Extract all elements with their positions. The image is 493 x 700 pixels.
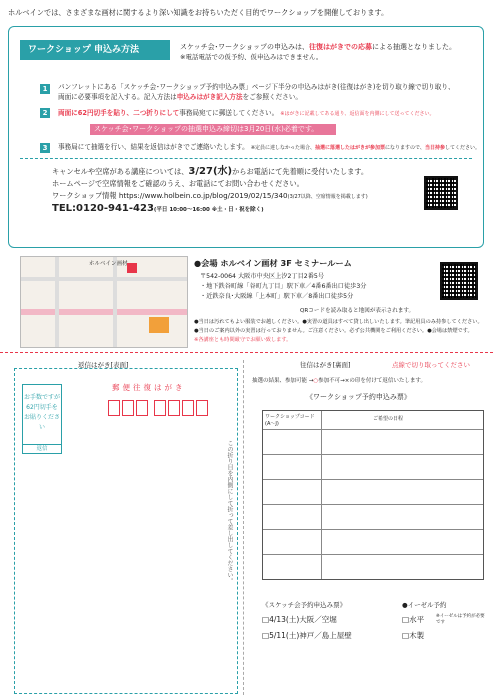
return-card-label: 返信はがき[表面]	[78, 361, 129, 369]
fold-line	[243, 360, 244, 695]
postal-box[interactable]	[196, 400, 208, 416]
table-row[interactable]	[263, 479, 483, 480]
qr-caption: QRコードを読み取ると地図が表示されます。	[300, 308, 415, 314]
cut-line	[0, 352, 493, 353]
map-qr-code-icon[interactable]	[440, 262, 478, 300]
table-row[interactable]	[263, 429, 483, 430]
website-qr-code-icon[interactable]	[424, 176, 458, 210]
map-road	[21, 277, 188, 281]
sketch-option-1[interactable]: □4/13(土)大阪／空堀	[262, 615, 337, 624]
postal-box[interactable]	[136, 400, 148, 416]
reply-badge: 返信	[22, 444, 62, 454]
easel-note: ※イーゼルは予約が必要です	[436, 614, 485, 625]
postal-box[interactable]	[108, 400, 120, 416]
sketch-option-2[interactable]: □5/11(土)神戸／島上屋壁	[262, 631, 352, 640]
col-date-header: ご希望の日程	[373, 416, 404, 422]
outgoing-card-label: 往信はがき[裏面]	[300, 361, 351, 369]
easel-option-1[interactable]: □水平	[402, 615, 425, 624]
step-1-number: 1	[40, 84, 50, 94]
intro-text: ホルベインでは、さまざまな画材に関するより深い知識をお持ちいただく目的でワークショップを開催しております。	[8, 8, 389, 17]
table-row[interactable]	[263, 504, 483, 505]
map-road	[113, 257, 117, 348]
lottery-result-note: 抽選の結果、参加可能 →○参加不可→×の印を付けて返信いたします。	[252, 378, 426, 384]
postal-box[interactable]	[122, 400, 134, 416]
map-road	[55, 257, 59, 348]
cancel-info: キャンセルや空席がある講座については、3/27(水)からお電話にて先着順に受付いたします。 ホームページで空席情報をご確認のうえ、お電話にてお問い合わせください。 ワークショップ情報 https://www.holbein.co.jp/blog/2019/02/15/340(3/27以降、空席情報を掲載します) TEL:0120-941-423(平日 10:00〜16:00 ※土・日・祝を除く)	[52, 166, 369, 214]
venue-notes: ●当日は汚れてもよい服装でお越しください。●実習の道具はすべて貸し出しいたします。筆記用具のみ持参してください。 ●当日のご案内以外の実習は行っておりません。ご注意ください。必ず公共機関をご利用ください。●会場は禁煙です。 ※各講座とも時間厳守でお願い致します。	[194, 319, 483, 343]
stamp-area: お手数ですが 62円切手を お貼りください	[22, 384, 62, 450]
easel-title: ●イーゼル予約	[402, 601, 447, 609]
venue-address: 〒542-0064 大阪市中央区上汐2丁目2番5号 ・地下鉄谷町線「谷町九丁目」駅下車／4番6番出口徒歩3分 ・近鉄奈良･大阪線「上本町」駅下車／8番出口徒歩5分	[200, 273, 367, 300]
step-3-text: 事務局にて抽選を行い、結果を返信はがきでご連絡いたします。 ※定員に達しなかった場合、抽選に落選したはがきが参加票になりますので、当日持参してください。	[58, 143, 480, 151]
fold-instruction: この折り目を内側にして折って差し出してください。	[226, 440, 233, 584]
step-1-text: パンフレットにある「スケッチ会･ワークショップ予約申込み票」ページ下半分の申込みはがき(往復はがき)を切り取り線で切り取り、 両面に必要事項を記入する。記入方法は申込みはがき記入方法をご参照ください。	[58, 83, 455, 101]
map-station-block	[149, 317, 169, 333]
step-2-number: 2	[40, 108, 50, 118]
map-venue-label: ホルベイン画材	[89, 261, 128, 267]
postal-box[interactable]	[168, 400, 180, 416]
venue-map	[20, 256, 188, 348]
deadline-banner: スケッチ会･ワークショップの抽選申込み締切は3月20日(水)必着です。	[90, 124, 336, 135]
venue-marker-icon	[127, 263, 137, 273]
postal-box[interactable]	[154, 400, 166, 416]
workshop-form-table	[262, 410, 484, 580]
sketch-form-title: 《スケッチ会予約申込み票》	[262, 601, 347, 609]
venue-title: ●会場 ホルベイン画材 3F セミナールーム	[194, 258, 352, 268]
step-2-text: 両面に62円切手を貼り、二つ折りにして事務局宛てに郵送してください。 ※はがきに記載してある通り、返信面を内側にして送ってください。	[58, 109, 435, 117]
table-row[interactable]	[263, 454, 483, 455]
table-row[interactable]	[263, 554, 483, 555]
step-3-number: 3	[40, 143, 50, 153]
postcard-title: 郵便往復はがき	[112, 383, 186, 392]
panel-divider	[20, 158, 472, 159]
map-main-road	[21, 309, 188, 315]
table-row[interactable]	[263, 529, 483, 530]
application-tab: ワークショップ 申込み方法	[20, 40, 170, 60]
cut-hint: 点線で切り取ってください	[392, 361, 470, 369]
easel-option-2[interactable]: □木製	[402, 631, 425, 640]
col-code-header: ワークショップコード (A〜J)	[265, 414, 315, 427]
lead-text: スケッチ会･ワークショップの申込みは、往復はがきでの応募による抽選となりました。 ※電話電話での仮予約、仮申込みはできません。	[180, 43, 457, 61]
postal-box[interactable]	[182, 400, 194, 416]
form-title: 《ワークショップ予約申込み票》	[306, 393, 411, 401]
